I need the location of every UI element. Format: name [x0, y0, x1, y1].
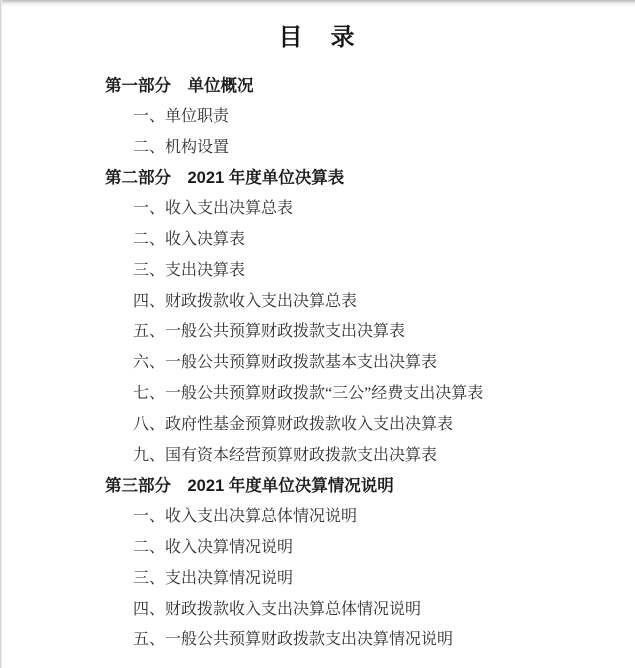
toc-item: 一、收入支出决算总表 [133, 200, 294, 218]
toc-item: 一、单位职责 [133, 107, 230, 125]
page-top-edge [0, 0, 635, 7]
toc-item: 一、收入支出决算总体情况说明 [133, 508, 358, 526]
toc-section-1-heading: 第一部分 单位概况 [105, 77, 254, 95]
toc-item: 三、支出决算情况说明 [133, 569, 294, 587]
toc-item: 五、一般公共预算财政拨款支出决算情况说明 [133, 631, 454, 649]
toc-title: 目 录 [278, 25, 357, 51]
toc-item: 二、机构设置 [133, 138, 230, 156]
toc-item: 五、一般公共预算财政拨款支出决算表 [133, 323, 406, 341]
toc-item: 八、政府性基金预算财政拨款收入支出决算表 [133, 415, 454, 433]
toc-item: 二、收入决算表 [133, 230, 246, 248]
table-of-contents [0, 71, 635, 656]
toc-item: 三、支出决算表 [133, 261, 246, 279]
page-left-edge [0, 0, 2, 668]
toc-item: 二、收入决算情况说明 [133, 538, 294, 556]
toc-item: 四、财政拨款收入支出决算总表 [133, 292, 358, 310]
toc-item: 六、一般公共预算财政拨款基本支出决算表 [133, 354, 438, 372]
toc-item: 四、财政拨款收入支出决算总体情况说明 [133, 600, 422, 618]
toc-section-3-heading: 第三部分 2021 年度单位决算情况说明 [105, 477, 394, 496]
toc-item: 七、一般公共预算财政拨款“三公”经费支出决算表 [133, 384, 484, 402]
toc-section-2-heading: 第二部分 2021 年度单位决算表 [105, 169, 345, 188]
toc-item: 九、国有资本经营预算财政拨款支出决算表 [133, 446, 438, 464]
